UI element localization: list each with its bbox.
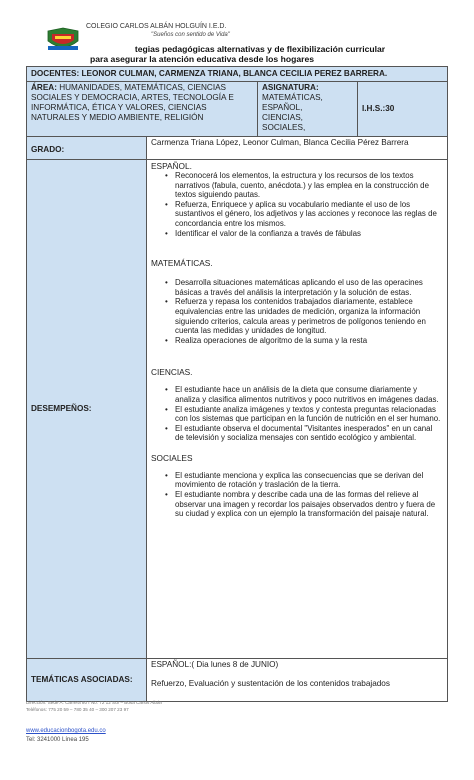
matematicas-list [151, 278, 443, 345]
footer-phones: Teléfonos: 775 20 59 – 780 35 40 – 300 207 23 97 [26, 707, 129, 712]
footer-tel: Tel: 3241000 Línea 195 [26, 737, 89, 743]
list-item: • El estudiante nombra y describe cada una de las formas del relieve al observar una imagen y recordar los paisajes observados dentro y fuera de su ciudad y explica con un ejemplo la transformación del paisaje natural. [175, 490, 443, 519]
grado-value: Carmenza Triana López, Leonor Culman, Blanca Cecilia Pérez Barrera [151, 138, 409, 147]
desempenos-content [147, 160, 448, 659]
list-item: • Identificar el valor de la confianza a través de fábulas [175, 229, 443, 239]
ciencias-list [151, 385, 443, 443]
asignatura-title: ASIGNATURA: [262, 83, 319, 92]
grado-label-cell [27, 137, 147, 160]
ciencias-title: CIENCIAS. [151, 367, 193, 378]
docentes-text: DOCENTES: LEONOR CULMAN, CARMENZA TRIANA, BLANCA CECILIA PEREZ BARRERA. [31, 69, 388, 78]
list-item: • Realiza operaciones de algoritmo de la suma y la resta [175, 336, 443, 346]
ihs-cell [358, 82, 448, 137]
asignatura-cell [258, 82, 358, 137]
strategy-line-1: tegias pedagógicas alternativas y de flexibilización curricular [134, 44, 386, 54]
strategy-line-2: para asegurar la atención educativa desde los hogares [90, 54, 315, 64]
list-item: • Refuerza, Enriquece y aplica su vocabulario mediante el uso de los sustantivos el género, los adjetivos y las acciones y reconoce las reglas de concordancia entre los mismos. [175, 200, 443, 229]
desempenos-label-cell [27, 160, 147, 659]
website-link[interactable]: www.educacionbogota.edu.co [26, 728, 106, 734]
list-item: • El estudiante hace un análisis de la dieta que consume diariamente y analiza y clasifica alimentos nutritivos y poco nutritivos en imágenes dadas. [175, 385, 443, 404]
tematicas-line-1: ESPAÑOL:( Dia lunes 8 de JUNIO) [151, 660, 279, 669]
sociales-list [151, 471, 443, 519]
list-item: • El estudiante analiza imágenes y textos y contesta preguntas relacionadas con los sistemas que participan en la función de nutrición en el ser humano. [175, 405, 443, 424]
list-item: • Refuerza y repasa los contenidos trabajados diariamente, establece equivalencias entre las unidades de medición, organiza la información siguiendo criterios, calcula areas y perimetros de polígonos teniendo en cuenta las medidas y unidades de longitud. [175, 297, 443, 335]
docentes-cell [27, 67, 448, 82]
list-item: • Desarrolla situaciones matemáticas aplicando el uso de las operacines básicas a través del análisis la interpretación y la solución de estas. [175, 278, 443, 297]
espanol-title: ESPAÑOL. [151, 161, 192, 171]
sociales-title: SOCIALES [151, 452, 193, 463]
grado-label: GRADO: [31, 145, 65, 154]
school-name: COLEGIO CARLOS ALBÁN HOLGUÍN I.E.D. [86, 23, 227, 30]
list-item: • El estudiante observa el documental "Visitantes inesperados" en un canal de televisión y socializa mensajes con sentido ecológico y ambiental. [175, 424, 443, 443]
espanol-list [151, 171, 443, 238]
desempenos-label: DESEMPEÑOS: [31, 404, 92, 413]
grado-value-cell [147, 137, 448, 160]
matematicas-title: MATEMÁTICAS. [151, 258, 213, 269]
area-text: HUMANIDADES, MATEMÁTICAS, CIENCIAS SOCIALES Y DEMOCRACIA, ARTES, TECNOLOGÍA E INFORMÁTICA, ÉTICA Y VALORES, CIENCIAS NATURALES Y MEDIO AMBIENTE, RELIGIÓN [31, 83, 234, 122]
tematicas-label: TEMÁTICAS ASOCIADAS: [31, 675, 133, 684]
planning-table [26, 66, 448, 702]
list-item: • El estudiante menciona y explica las consecuencias que se derivan del movimiento de rotación y traslación de la tierra. [175, 471, 443, 490]
school-motto: "Sueños con sentido de Vida" [151, 32, 230, 38]
asignatura-text: MATEMÁTICAS, ESPAÑOL, CIENCIAS, SOCIALES, [262, 93, 323, 132]
tematicas-label-cell [27, 659, 147, 702]
tematicas-content [147, 659, 448, 702]
ihs-text: I.H.S.:30 [362, 104, 395, 113]
list-item: • Reconocerá los elementos, la estructura y los recursos de los textos narrativos (fabula, cuento, anécdota.) y las emplea en la construcción de textos siguiendo pautas. [175, 171, 443, 200]
tematicas-line-2: Refuerzo, Evaluación y sustentación de los contenidos trabajados [151, 679, 390, 688]
area-cell [27, 82, 258, 137]
area-title: ÁREA: [31, 83, 57, 92]
footer-address: Dirección: Sede A. Carrera 80 I No. 72 12 Sur – Bosa Carlos Albán [26, 700, 163, 705]
strategy-title [50, 44, 470, 64]
